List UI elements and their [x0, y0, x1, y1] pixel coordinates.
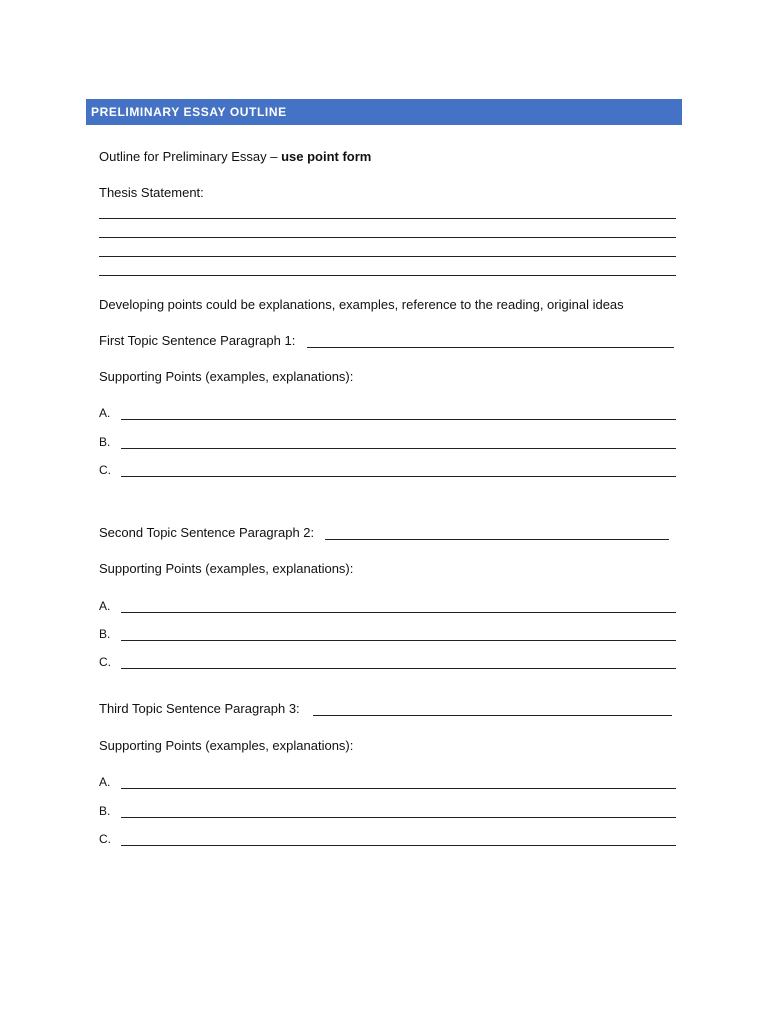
item-1b-label: B. [99, 435, 111, 449]
topic-sentence-1-line[interactable] [307, 347, 674, 348]
section-header-banner [86, 99, 682, 125]
item-2b-label: B. [99, 627, 111, 641]
topic-sentence-2-label: Second Topic Sentence Paragraph 2: [99, 525, 315, 540]
topic-sentence-3-line[interactable] [313, 715, 672, 716]
intro-text: Outline for Preliminary Essay – [99, 149, 282, 164]
item-3c-line[interactable] [121, 845, 676, 846]
item-1a-label: A. [99, 406, 111, 420]
topic-sentence-2-line[interactable] [325, 539, 669, 540]
item-1c-label: C. [99, 463, 111, 477]
intro-line [99, 149, 371, 165]
thesis-line-2[interactable] [99, 237, 676, 238]
item-1a-line[interactable] [121, 419, 676, 420]
topic-sentence-3-label: Third Topic Sentence Paragraph 3: [99, 701, 300, 716]
item-3a-label: A. [99, 775, 111, 789]
supporting-points-3-label: Supporting Points (examples, explanations): [99, 738, 354, 753]
thesis-line-3[interactable] [99, 256, 676, 257]
item-2a-line[interactable] [121, 612, 676, 613]
thesis-line-1[interactable] [99, 218, 676, 219]
supporting-points-1-label: Supporting Points (examples, explanations): [99, 369, 354, 384]
item-1c-line[interactable] [121, 476, 676, 477]
thesis-label: Thesis Statement: [99, 185, 204, 200]
item-3a-line[interactable] [121, 788, 676, 789]
item-3b-line[interactable] [121, 817, 676, 818]
item-3c-label: C. [99, 832, 111, 846]
item-1b-line[interactable] [121, 448, 676, 449]
supporting-points-2-label: Supporting Points (examples, explanations): [99, 561, 354, 576]
topic-sentence-1-label: First Topic Sentence Paragraph 1: [99, 333, 296, 348]
section-title: PRELIMINARY ESSAY OUTLINE [91, 105, 287, 119]
item-3b-label: B. [99, 804, 111, 818]
item-2c-line[interactable] [121, 668, 676, 669]
developing-points-note: Developing points could be explanations, examples, reference to the reading, original ideas [99, 297, 624, 312]
intro-emphasis: use point form [281, 149, 372, 164]
thesis-line-4[interactable] [99, 275, 676, 276]
item-2a-label: A. [99, 599, 111, 613]
item-2b-line[interactable] [121, 640, 676, 641]
item-2c-label: C. [99, 655, 111, 669]
